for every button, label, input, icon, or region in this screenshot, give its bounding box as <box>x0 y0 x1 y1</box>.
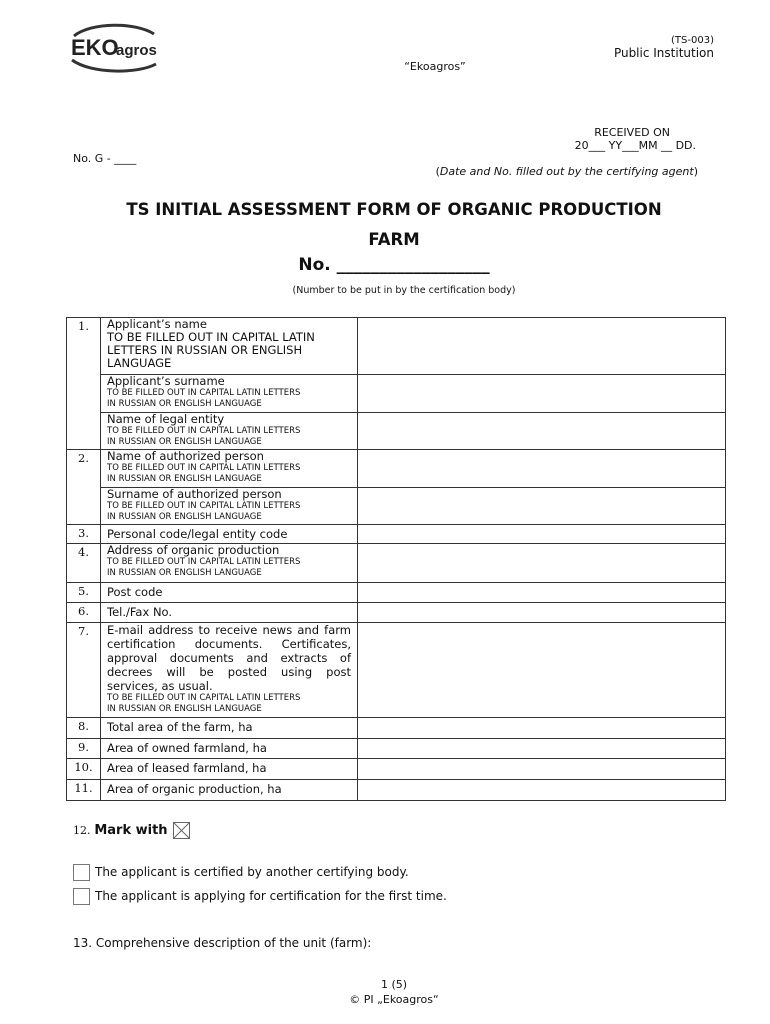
option-label: The applicant is applying for certification for the first time. <box>95 889 447 903</box>
label-text: Applicant’s name <box>107 317 207 331</box>
authorized-person-surname-label <box>101 488 358 525</box>
organic-area-label: Area of organic production, ha <box>101 780 358 801</box>
table-row <box>67 413 726 450</box>
row-number: 6. <box>67 603 101 623</box>
owned-farmland-label: Area of owned farmland, ha <box>101 739 358 759</box>
svg-text:EKO: EKO <box>71 35 119 60</box>
legal-entity-name-label <box>101 413 358 450</box>
applicant-table <box>66 317 726 801</box>
label-text: Applicant’s surname <box>107 374 225 388</box>
option-first-time[interactable] <box>73 888 447 905</box>
caps-note: TO BE FILLED OUT IN CAPITAL LATIN LETTERS <box>107 426 301 436</box>
authorized-person-surname-field[interactable] <box>358 488 726 525</box>
table-row <box>67 739 726 759</box>
form-code: (TS-003) <box>671 35 714 46</box>
label-text: Name of authorized person <box>107 449 264 463</box>
label-text: Name of legal entity <box>107 412 225 426</box>
legal-entity-name-field[interactable] <box>358 413 726 450</box>
caps-note: IN RUSSIAN OR ENGLISH LANGUAGE <box>107 437 262 447</box>
section-12-label: Mark with <box>94 823 168 838</box>
personal-code-label: Personal code/legal entity code <box>101 525 358 544</box>
caps-note: IN RUSSIAN OR ENGLISH LANGUAGE <box>107 568 262 578</box>
leased-farmland-label: Area of leased farmland, ha <box>101 759 358 780</box>
table-row <box>67 583 726 603</box>
table-row <box>67 780 726 801</box>
institution-name: “Ekoagros” <box>404 60 466 73</box>
total-area-field[interactable] <box>358 718 726 739</box>
crossed-box-icon <box>173 822 190 839</box>
page-number: 1 (5) <box>380 978 408 991</box>
table-row <box>67 488 726 525</box>
production-address-field[interactable] <box>358 544 726 583</box>
applicant-name-field[interactable] <box>358 318 726 375</box>
table-row <box>67 544 726 583</box>
row-number: 7. <box>67 623 101 718</box>
option-certified-elsewhere[interactable] <box>73 864 409 881</box>
tel-fax-label: Tel./Fax No. <box>101 603 358 623</box>
table-row <box>67 718 726 739</box>
checkbox-first-time[interactable] <box>73 888 90 905</box>
caps-note: LETTERS IN RUSSIAN OR ENGLISH <box>107 343 303 357</box>
tel-fax-field[interactable] <box>358 603 726 623</box>
row-number: 11. <box>67 780 101 801</box>
form-title-line2: FARM <box>368 230 420 249</box>
caps-note: IN RUSSIAN OR ENGLISH LANGUAGE <box>107 399 262 409</box>
caps-note: IN RUSSIAN OR ENGLISH LANGUAGE <box>107 704 262 714</box>
received-date-field: 20___ YY___MM __ DD. <box>574 139 696 152</box>
label-text: Address of organic production <box>107 543 280 557</box>
row-number: 2. <box>67 450 101 525</box>
fill-note: (Date and No. filled out by the certifying agent) <box>435 165 698 178</box>
applicant-surname-field[interactable] <box>358 375 726 413</box>
table-row <box>67 623 726 718</box>
checkbox-certified-elsewhere[interactable] <box>73 864 90 881</box>
personal-code-field[interactable] <box>358 525 726 544</box>
svg-text:agros: agros <box>116 42 157 59</box>
organic-area-field[interactable] <box>358 780 726 801</box>
label-text: Surname of authorized person <box>107 487 282 501</box>
row-number: 10. <box>67 759 101 780</box>
form-title <box>0 195 770 255</box>
total-area-label: Total area of the farm, ha <box>101 718 358 739</box>
caps-note: LANGUAGE <box>107 356 172 370</box>
row-number: 9. <box>67 739 101 759</box>
table-row <box>67 375 726 413</box>
received-on-label: RECEIVED ON <box>594 126 670 139</box>
row-number: 3. <box>67 525 101 544</box>
form-number: No. __________________ <box>298 255 490 275</box>
row-number: 4. <box>67 544 101 583</box>
post-code-label: Post code <box>101 583 358 603</box>
row-number: 1. <box>67 318 101 450</box>
form-number-note: (Number to be put in by the certification body) <box>292 285 516 296</box>
table-row <box>67 318 726 375</box>
institution-label: Public Institution <box>613 46 714 60</box>
authorized-person-name-label <box>101 450 358 488</box>
section-13-label: 13. Comprehensive description of the unit (farm): <box>73 936 372 950</box>
label-text: E-mail address to receive news and farm certification documents. Certificates, approval documents and extracts of decrees will be posted using post services, as usual. <box>107 623 351 693</box>
owned-farmland-field[interactable] <box>358 739 726 759</box>
caps-note: TO BE FILLED OUT IN CAPITAL LATIN LETTERS <box>107 463 301 473</box>
section-number: 12. <box>73 824 91 837</box>
copyright: © PI „Ekoagros“ <box>349 993 439 1006</box>
leased-farmland-field[interactable] <box>358 759 726 780</box>
caps-note: TO BE FILLED OUT IN CAPITAL LATIN LETTERS <box>107 693 301 703</box>
applicant-name-label <box>101 318 358 375</box>
caps-note: IN RUSSIAN OR ENGLISH LANGUAGE <box>107 474 262 484</box>
row-number: 5. <box>67 583 101 603</box>
email-field[interactable] <box>358 623 726 718</box>
row-number: 8. <box>67 718 101 739</box>
email-label <box>101 623 358 718</box>
fill-note-text: Date and No. filled out by the certifying agent <box>439 165 694 178</box>
table-row <box>67 603 726 623</box>
section-12 <box>73 822 190 839</box>
table-row <box>67 525 726 544</box>
authorized-person-name-field[interactable] <box>358 450 726 488</box>
applicant-surname-label <box>101 375 358 413</box>
production-address-label <box>101 544 358 583</box>
caps-note: TO BE FILLED OUT IN CAPITAL LATIN LETTERS <box>107 557 301 567</box>
form-title-line1: TS INITIAL ASSESSMENT FORM OF ORGANIC PRODUCTION <box>126 200 662 219</box>
table-row <box>67 450 726 488</box>
registration-number-field: No. G - ____ <box>73 152 137 165</box>
caps-note: TO BE FILLED OUT IN CAPITAL LATIN LETTERS <box>107 388 301 398</box>
table-row <box>67 759 726 780</box>
caps-note: TO BE FILLED OUT IN CAPITAL LATIN <box>107 330 315 344</box>
caps-note: TO BE FILLED OUT IN CAPITAL LATIN LETTERS <box>107 501 301 511</box>
post-code-field[interactable] <box>358 583 726 603</box>
caps-note: IN RUSSIAN OR ENGLISH LANGUAGE <box>107 512 262 522</box>
option-label: The applicant is certified by another certifying body. <box>95 865 409 879</box>
